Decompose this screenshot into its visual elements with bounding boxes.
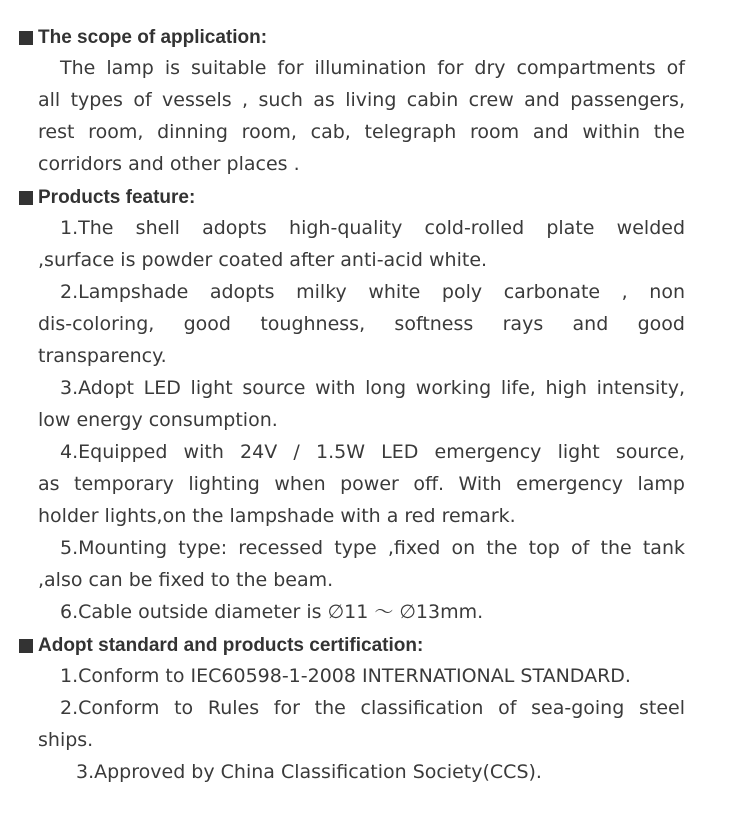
feature-line: ,surface is powder coated after anti-acid white. xyxy=(38,249,488,271)
feature-line: transparency. xyxy=(38,345,167,367)
certification-line: 3.Approved by China Classification Society(CCS). xyxy=(76,761,542,783)
feature-line: holder lights,on the lampshade with a red remark. xyxy=(38,505,516,527)
scope-line: corridors and other places . xyxy=(38,153,300,175)
square-bullet-icon xyxy=(19,191,33,205)
certification-line: 2.Conform to Rules for the classification of sea-going steel xyxy=(60,697,685,719)
certification-line: ships. xyxy=(38,729,94,751)
heading-standard-certification xyxy=(19,634,423,658)
heading-text: The scope of application: xyxy=(38,27,268,48)
heading-products-feature xyxy=(19,186,195,210)
feature-line: 4.Equipped with 24V / 1.5W LED emergency light source, xyxy=(60,441,685,463)
feature-line: ,also can be fixed to the beam. xyxy=(38,569,334,591)
scope-line: rest room, dinning room, cab, telegraph room and within the xyxy=(38,121,685,143)
feature-line: 2.Lampshade adopts milky white poly carbonate , non xyxy=(60,281,685,303)
heading-text: Adopt standard and products certification: xyxy=(38,635,424,656)
square-bullet-icon xyxy=(19,639,33,653)
feature-line: 5.Mounting type: recessed type ,fixed on the top of the tank xyxy=(60,537,685,559)
feature-line: low energy consumption. xyxy=(38,409,278,431)
square-bullet-icon xyxy=(19,31,33,45)
feature-line: 6.Cable outside diameter is ∅11 ～ ∅13mm. xyxy=(60,601,484,623)
scope-line: all types of vessels , such as living cabin crew and passengers, xyxy=(38,89,685,111)
heading-text: Products feature: xyxy=(38,187,196,208)
feature-line: 3.Adopt LED light source with long working life, high intensity, xyxy=(60,377,685,399)
feature-line: dis-coloring, good toughness, softness rays and good xyxy=(38,313,685,335)
heading-scope-of-application xyxy=(19,26,267,50)
feature-line: 1.The shell adopts high-quality cold-rolled plate welded xyxy=(60,217,685,239)
feature-line: as temporary lighting when power off. With emergency lamp xyxy=(38,473,685,495)
certification-line: 1.Conform to IEC60598-1-2008 INTERNATIONAL STANDARD. xyxy=(60,665,631,687)
scope-line: The lamp is suitable for illumination for dry compartments of xyxy=(60,57,685,79)
